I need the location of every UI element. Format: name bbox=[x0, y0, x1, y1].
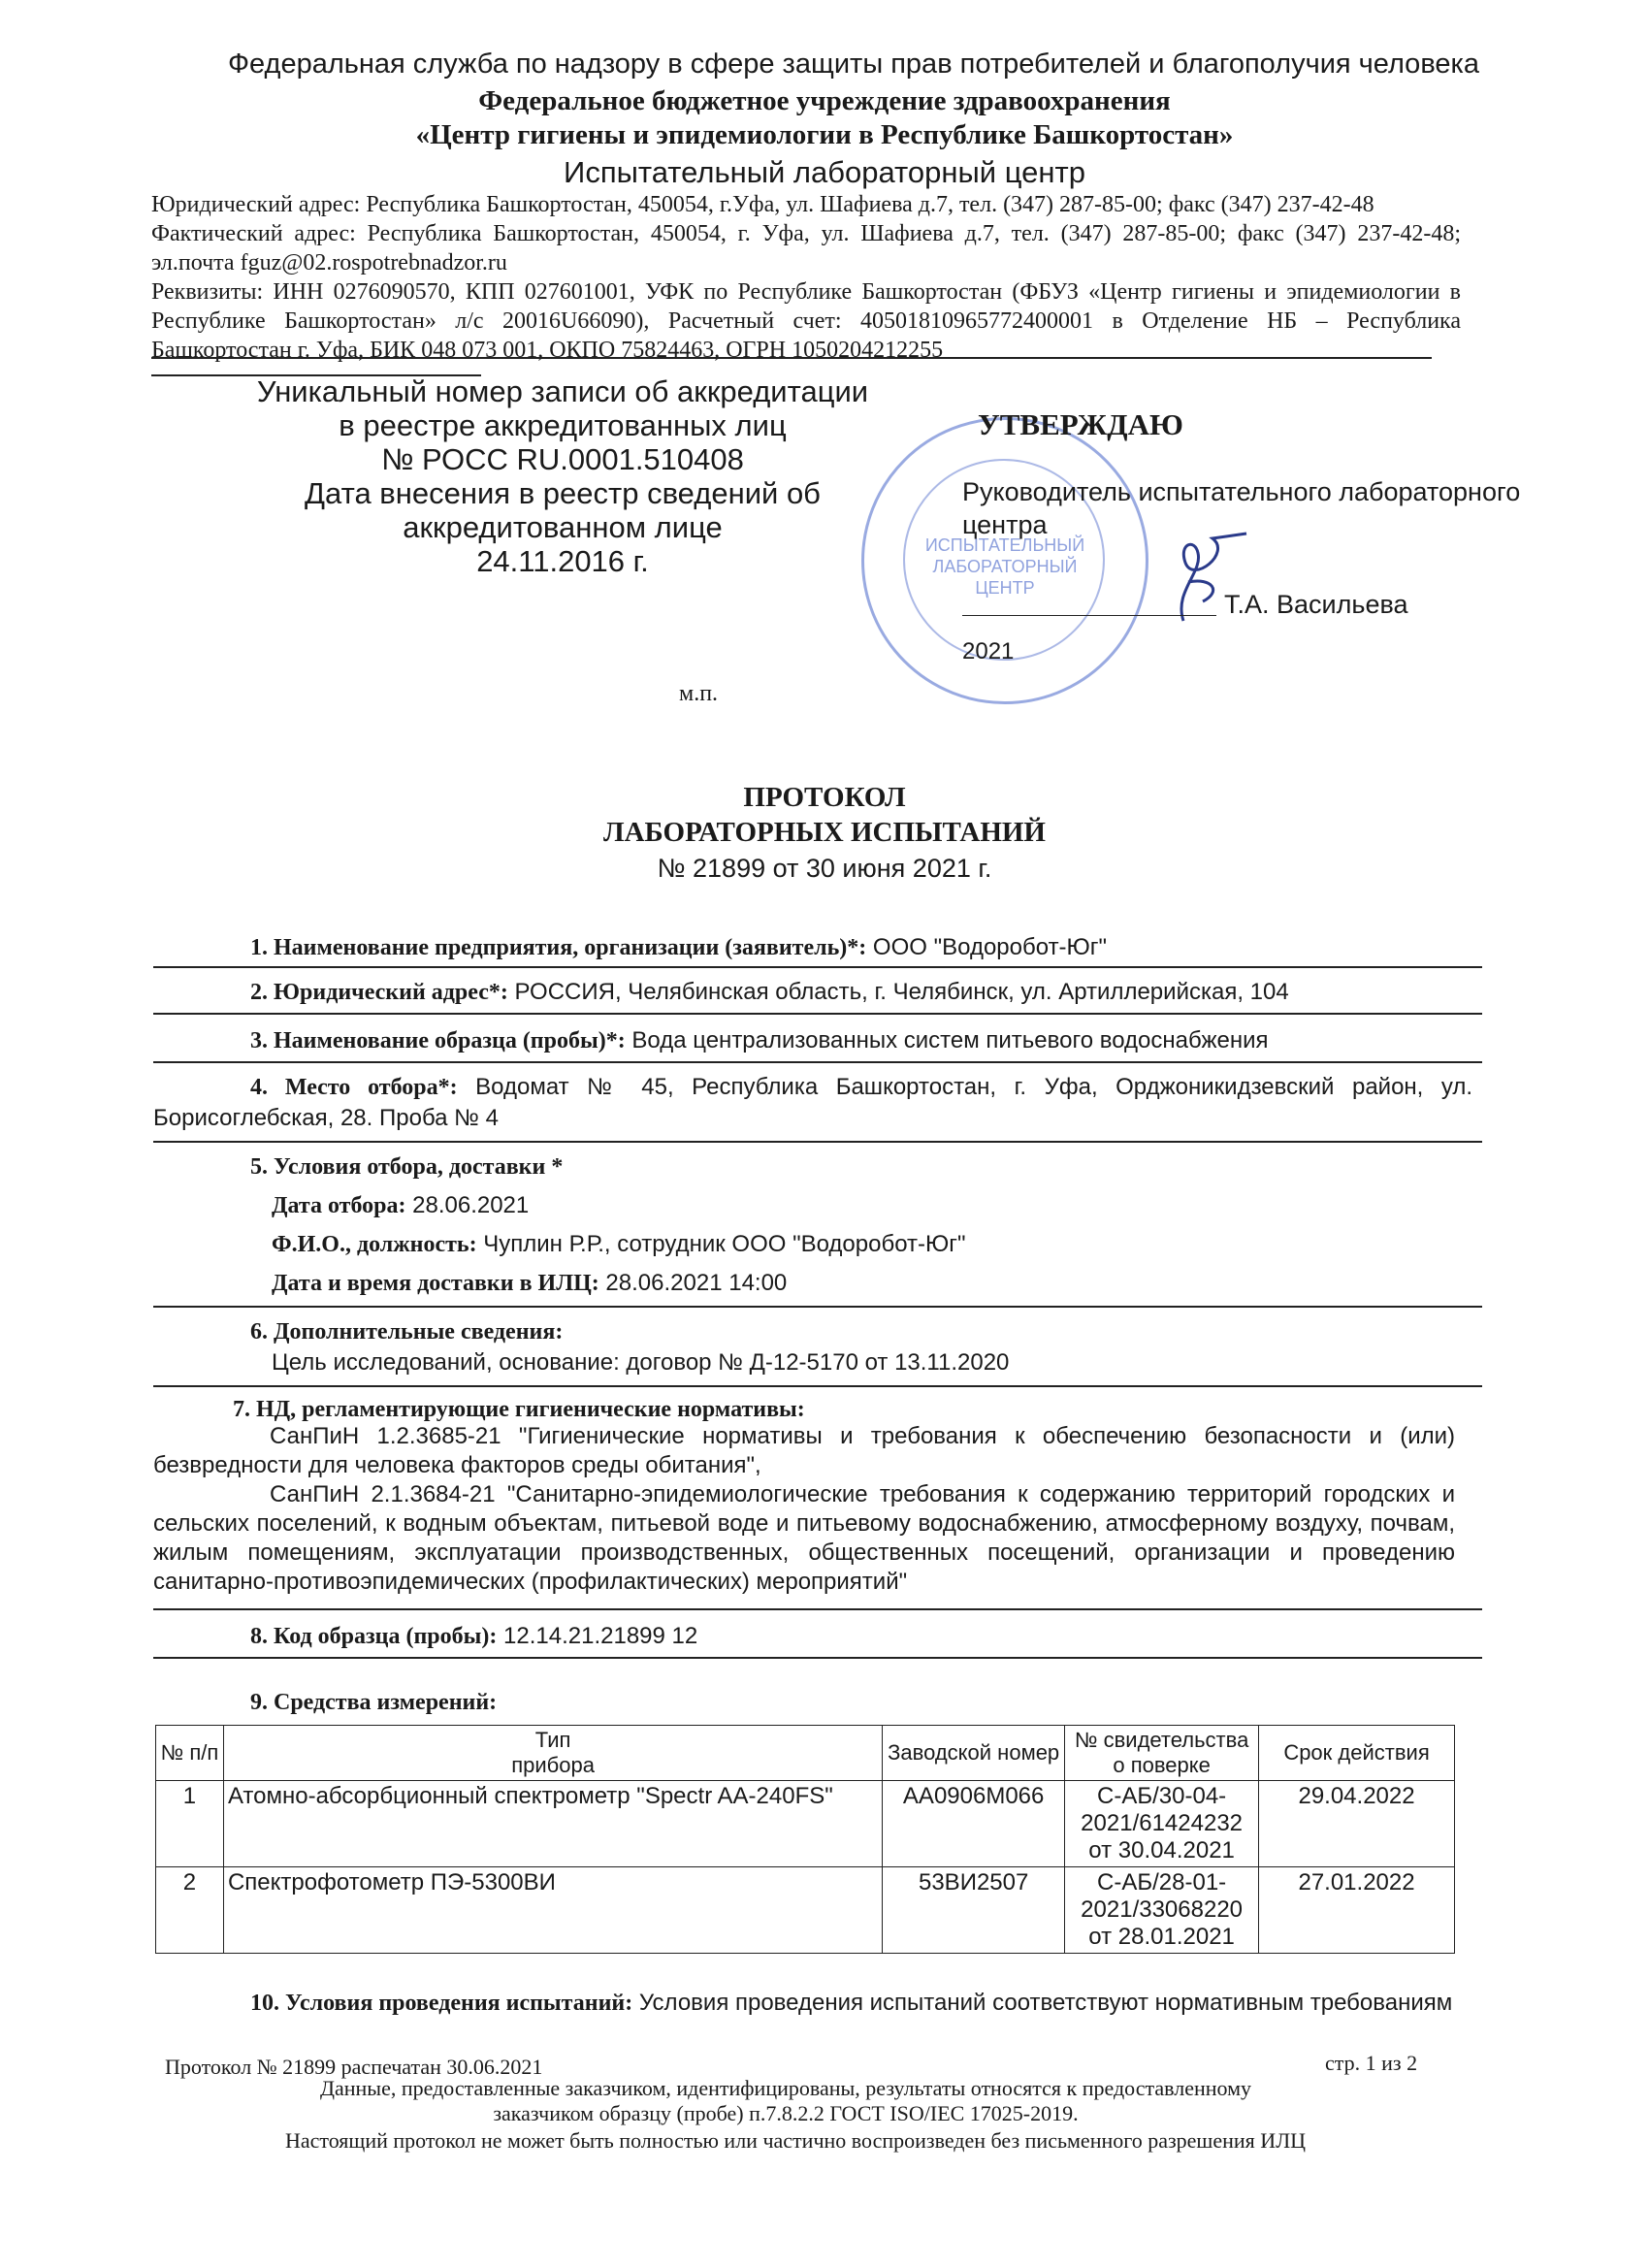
table-header-row bbox=[156, 1726, 1455, 1781]
section-5-label: 5. Условия отбора, доставки * bbox=[250, 1154, 564, 1180]
legal-address: Юридический адрес: Республика Башкортостан, 450054, г.Уфа, ул. Шафиева д.7, тел. (347) 287-85-00; факс (347) 237-42-48 bbox=[151, 192, 1374, 217]
section-1-label: 1. Наименование предприятия, организации (заявитель)*: bbox=[250, 935, 867, 960]
col-header-cert-line: № свидетельства bbox=[1074, 1728, 1249, 1752]
col-header-type bbox=[223, 1726, 882, 1781]
section-1 bbox=[250, 933, 1107, 962]
divider bbox=[153, 1141, 1482, 1143]
cert-line: 2021/33068220 bbox=[1081, 1896, 1244, 1923]
instruments-table bbox=[155, 1725, 1455, 1954]
header-agency: Федеральная служба по надзору в сфере защиты прав потребителей и благополучия человека bbox=[228, 49, 1479, 80]
divider bbox=[153, 1657, 1482, 1659]
sampling-date-row bbox=[272, 1191, 529, 1220]
divider bbox=[153, 1608, 1482, 1610]
divider bbox=[153, 1385, 1482, 1387]
divider bbox=[153, 1061, 1482, 1063]
section-7-label: 7. НД, регламентирующие гигиенические нормативы: bbox=[233, 1397, 805, 1422]
test-conditions: Условия проведения испытаний соответствуют нормативным требованиям bbox=[632, 1990, 1453, 2016]
col-header-cert-line: о поверке bbox=[1113, 1753, 1211, 1777]
accreditation-line: аккредитованном лице bbox=[403, 510, 723, 544]
approval-year: 2021 bbox=[962, 638, 1015, 664]
col-header-type-line: Тип bbox=[534, 1728, 571, 1752]
email: эл.почта fguz@02.rospotrebnadzor.ru bbox=[151, 250, 507, 275]
stamp-line: ЛАБОРАТОРНЫЙ bbox=[932, 557, 1078, 576]
divider bbox=[153, 1306, 1482, 1308]
applicant: ООО "Водоробот-Юг" bbox=[866, 934, 1108, 960]
approval-role-line: Руководитель испытательного лабораторного bbox=[962, 477, 1521, 506]
section-6-label: 6. Дополнительные сведения: bbox=[250, 1319, 564, 1345]
footer-note: Данные, предоставленные заказчиком, идентифицированы, результаты относятся к предоставленному bbox=[319, 2076, 1252, 2100]
col-header-certificate bbox=[1065, 1726, 1259, 1781]
accreditation-line: Дата внесения в реестр сведений об bbox=[305, 476, 821, 510]
legal-address-value: РОССИЯ, Челябинская область, г. Челябинск, ул. Артиллерийская, 104 bbox=[507, 979, 1289, 1005]
actual-address: Фактический адрес: Республика Башкортостан, 450054, г. Уфа, ул. Шафиева д.7, тел. (347) 287-85-00; факс (347) 237-42-48; bbox=[151, 221, 1461, 246]
section-8-label: 8. Код образца (пробы): bbox=[250, 1624, 498, 1649]
divider bbox=[153, 966, 1482, 968]
section-10 bbox=[250, 1989, 1482, 2018]
delivery-row bbox=[272, 1269, 787, 1298]
protocol-number: № 21899 от 30 июня 2021 г. bbox=[657, 854, 992, 883]
header-center: «Центр гигиены и эпидемиологии в Республике Башкортостан» bbox=[415, 119, 1234, 150]
accreditation-line: в реестре аккредитованных лиц bbox=[339, 408, 787, 442]
divider bbox=[153, 1013, 1482, 1015]
footer-page-number: стр. 1 из 2 bbox=[1325, 2051, 1418, 2075]
approval-title: УТВЕРЖДАЮ bbox=[978, 407, 1183, 441]
footer-note: Настоящий протокол не может быть полностью или частично воспроизведен без письменного разрешения ИЛЦ bbox=[284, 2128, 1306, 2153]
additional-info: Цель исследований, основание: договор № Д-12-5170 от 13.11.2020 bbox=[272, 1349, 1010, 1376]
col-header-type-line: прибора bbox=[511, 1753, 595, 1777]
col-header-validity: Срок действия bbox=[1259, 1726, 1455, 1781]
protocol-subtitle: ЛАБОРАТОРНЫХ ИСПЫТАНИЙ bbox=[603, 817, 1046, 848]
norm-doc-1: СанПиН 1.2.3685-21 "Гигиенические нормативы и требования к обеспечению безопасности и (или) безвредности для человека факторов среды обитания", bbox=[153, 1423, 1455, 1478]
col-header-serial: Заводской номер bbox=[883, 1726, 1065, 1781]
section-9-label: 9. Средства измерений: bbox=[250, 1690, 498, 1715]
row-number: 2 bbox=[156, 1867, 224, 1954]
section-4 bbox=[250, 1073, 1472, 1102]
sampling-date-label: Дата отбора: bbox=[272, 1193, 406, 1218]
stamp-line: ЦЕНТР bbox=[975, 578, 1035, 598]
sampler-label: Ф.И.О., должность: bbox=[272, 1232, 477, 1257]
section-3-label: 3. Наименование образца (пробы)*: bbox=[250, 1028, 626, 1053]
accreditation-date: 24.11.2016 г. bbox=[476, 544, 649, 578]
sampling-place: Водомат № 45, Республика Башкортостан, г. Уфа, Орджоникидзевский район, ул. bbox=[457, 1074, 1473, 1100]
instrument-type: Атомно-абсорбционный спектрометр "Spectr AA-240FS" bbox=[223, 1781, 882, 1867]
signature-line bbox=[962, 615, 1216, 616]
sample-name: Вода централизованных систем питьевого водоснабжения bbox=[625, 1027, 1269, 1053]
instrument-certificate bbox=[1065, 1867, 1259, 1954]
stamp-text bbox=[864, 535, 1146, 599]
section-8 bbox=[250, 1622, 697, 1651]
header-institution: Федеральное бюджетное учреждение здравоохранения bbox=[478, 85, 1171, 116]
cert-line: от 28.01.2021 bbox=[1088, 1924, 1235, 1950]
sampler: Чуплин Р.Р., сотрудник ООО "Водоробот-Юг" bbox=[476, 1231, 966, 1257]
header-lab: Испытательный лабораторный центр bbox=[564, 155, 1085, 189]
sampling-date: 28.06.2021 bbox=[405, 1192, 530, 1218]
instrument-type: Спектрофотометр ПЭ-5300ВИ bbox=[223, 1867, 882, 1954]
sample-code: 12.14.21.21899 12 bbox=[497, 1623, 698, 1649]
cert-line: от 30.04.2021 bbox=[1088, 1837, 1235, 1863]
section-4-label: 4. Место отбора*: bbox=[250, 1075, 458, 1100]
section-3 bbox=[250, 1026, 1269, 1055]
accreditation-number: № РОСС RU.0001.510408 bbox=[381, 442, 744, 476]
stamp-line: ИСПЫТАТЕЛЬНЫЙ bbox=[924, 535, 1085, 555]
instrument-validity: 29.04.2022 bbox=[1259, 1781, 1455, 1867]
header-divider bbox=[151, 357, 1432, 359]
delivery-datetime: 28.06.2021 14:00 bbox=[598, 1270, 788, 1296]
norm-doc-2: СанПиН 2.1.3684-21 "Санитарно-эпидемиологические требования к содержанию территорий городских и сельских поселений, к водным объектам, питьевой воде и питьевому водоснабжению, атмосферному воздуху, почвам, жилым помещениям, эксплуатации производственных, общественных посещений, организации и проведению санитарно-противоэпидемических (профилактических) мероприятий" bbox=[153, 1481, 1455, 1595]
table-row bbox=[156, 1867, 1455, 1954]
row-number: 1 bbox=[156, 1781, 224, 1867]
protocol-title: ПРОТОКОЛ bbox=[743, 782, 906, 813]
sampler-row bbox=[272, 1230, 966, 1259]
instrument-serial: AA0906M066 bbox=[883, 1781, 1065, 1867]
cert-line: С-АБ/30-04- bbox=[1097, 1783, 1227, 1809]
seal-place: м.п. bbox=[679, 681, 719, 706]
accreditation-block bbox=[252, 374, 873, 578]
section-10-label: 10. Условия проведения испытаний: bbox=[250, 1991, 633, 2016]
table-row bbox=[156, 1781, 1455, 1867]
requisites: Реквизиты: ИНН 0276090570, КПП 027601001, УФК по Республике Башкортостан (ФБУЗ «Центр гигиены и эпидемиологии в Республике Башкортостан» л/с 20016U66090), Расчетный счет: 40501810965772400001 в Отделение НБ – Республика Башкортостан г. Уфа, БИК 048 073 001, ОКПО 75824463, ОГРН 1050204212255 bbox=[151, 279, 1461, 363]
section-2-label: 2. Юридический адрес*: bbox=[250, 980, 508, 1005]
footer-printed: Протокол № 21899 распечатан 30.06.2021 bbox=[165, 2055, 543, 2079]
approver-name: Т.А. Васильева bbox=[1224, 590, 1408, 619]
instrument-certificate bbox=[1065, 1781, 1259, 1867]
delivery-label: Дата и время доставки в ИЛЦ: bbox=[272, 1271, 599, 1296]
sampling-place-cont: Борисоглебская, 28. Проба № 4 bbox=[153, 1105, 499, 1131]
col-header-number: № п/п bbox=[156, 1726, 224, 1781]
instrument-serial: 53ВИ2507 bbox=[883, 1867, 1065, 1954]
footer-note: заказчиком образцу (пробе) п.7.8.2.2 ГОСТ ISO/IEC 17025-2019. bbox=[493, 2101, 1079, 2125]
accreditation-line: Уникальный номер записи об аккредитации bbox=[256, 374, 869, 408]
cert-line: С-АБ/28-01- bbox=[1097, 1869, 1227, 1895]
approval-role-line: центра bbox=[962, 510, 1048, 539]
cert-line: 2021/61424232 bbox=[1081, 1810, 1244, 1836]
instrument-validity: 27.01.2022 bbox=[1259, 1867, 1455, 1954]
section-2 bbox=[250, 978, 1289, 1007]
